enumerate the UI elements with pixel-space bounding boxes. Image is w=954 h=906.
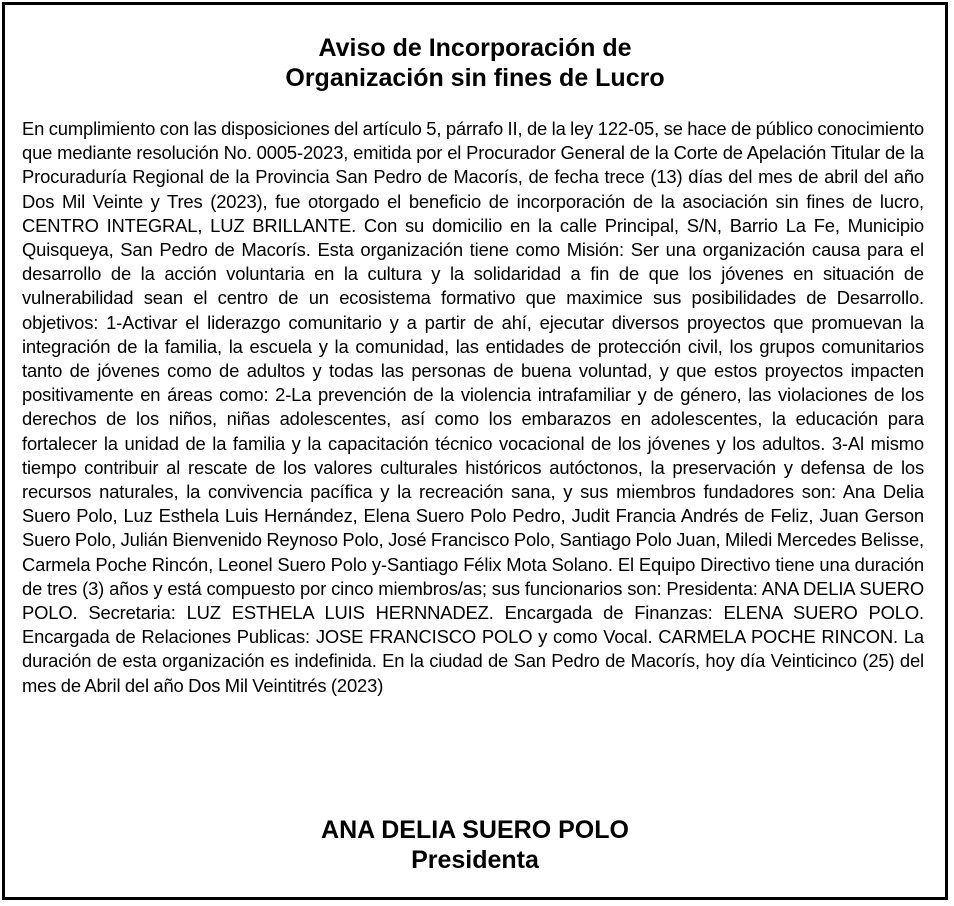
signature-block (5, 815, 945, 875)
notice-title-line-1: Aviso de Incorporación de (318, 34, 632, 62)
notice-title-line-2: Organización sin fines de Lucro (285, 64, 665, 92)
notice-title (5, 33, 945, 93)
notice-body: En cumplimiento con las disposiciones del artículo 5, párrafo II, de la ley 122-05, se hace de público conocimiento que mediante resolución No. 0005-2023, emitida por el Procurador General de la Corte de Apelación Titular de la Procuraduría Regional de la Provincia San Pedro de Macorís, de fecha trece (13) días del mes de abril del año Dos Mil Veinte y Tres (2023), fue otorgado el beneficio de incorporación de la asociación sin fines de lucro, CENTRO INTEGRAL, LUZ BRILLANTE. Con su domicilio en la calle Principal, S/N, Barrio La Fe, Municipio Quisqueya, San Pedro de Macorís. Esta organización tiene como Misión: Ser una organización causa para el desarrollo de la acción voluntaria en la cultura y la solidaridad a fin de que los jóvenes en situación de vulnerabilidad sean el centro de un ecosistema formativo que maximice sus posibilidades de Desarrollo. objetivos: 1-Activar el liderazgo comunitario y a partir de ahí, ejecutar diversos proyectos que promuevan la integración de la familia, la escuela y la comunidad, las entidades de protección civil, los grupos comunitarios tanto de jóvenes como de adultos y todas las personas de buena voluntad, y que estos proyectos impacten positivamente en áreas como: 2-La prevención de la violencia intrafamiliar y de género, las violaciones de los derechos de los niños, niñas adolescentes, así como los embarazos en adolescentes, la educación para fortalecer la unidad de la familia y la capacitación técnico vocacional de los jóvenes y los adultos. 3-Al mismo tiempo contribuir al rescate de los valores culturales históricos autóctonos, la preservación y defensa de los recursos naturales, la convivencia pacífica y la recreación sana, y sus miembros fundadores son: Ana Delia Suero Polo, Luz Esthela Luis Hernández, Elena Suero Polo Pedro, Judit Francia Andrés de Feliz, Juan Gerson Suero Polo, Julián Bienvenido Reynoso Polo, José Francisco Polo, Santiago Polo Juan, Miledi Mercedes Belisse, Carmela Poche Rincón, Leonel Suero Polo y-Santiago Félix Mota Solano. El Equipo Directivo tiene una duración de tres (3) años y está compuesto por cinco miembros/as; sus funcionarios son: Presidenta: ANA DELIA SUERO POLO. Secretaria: LUZ ESTHELA LUIS HERNNADEZ. Encargada de Finanzas: ELENA SUERO POLO. Encargada de Relaciones Publicas: JOSE FRANCISCO POLO y como Vocal. CARMELA POCHE RINCON. La duración de esta organización es indefinida. En la ciudad de San Pedro de Macorís, hoy día Veinticinco (25) del mes de Abril del año Dos Mil Veintitrés (2023) (22, 118, 924, 696)
signature-name: ANA DELIA SUERO POLO (321, 816, 629, 844)
signature-title: Presidenta (411, 846, 539, 874)
notice-frame (2, 2, 948, 900)
